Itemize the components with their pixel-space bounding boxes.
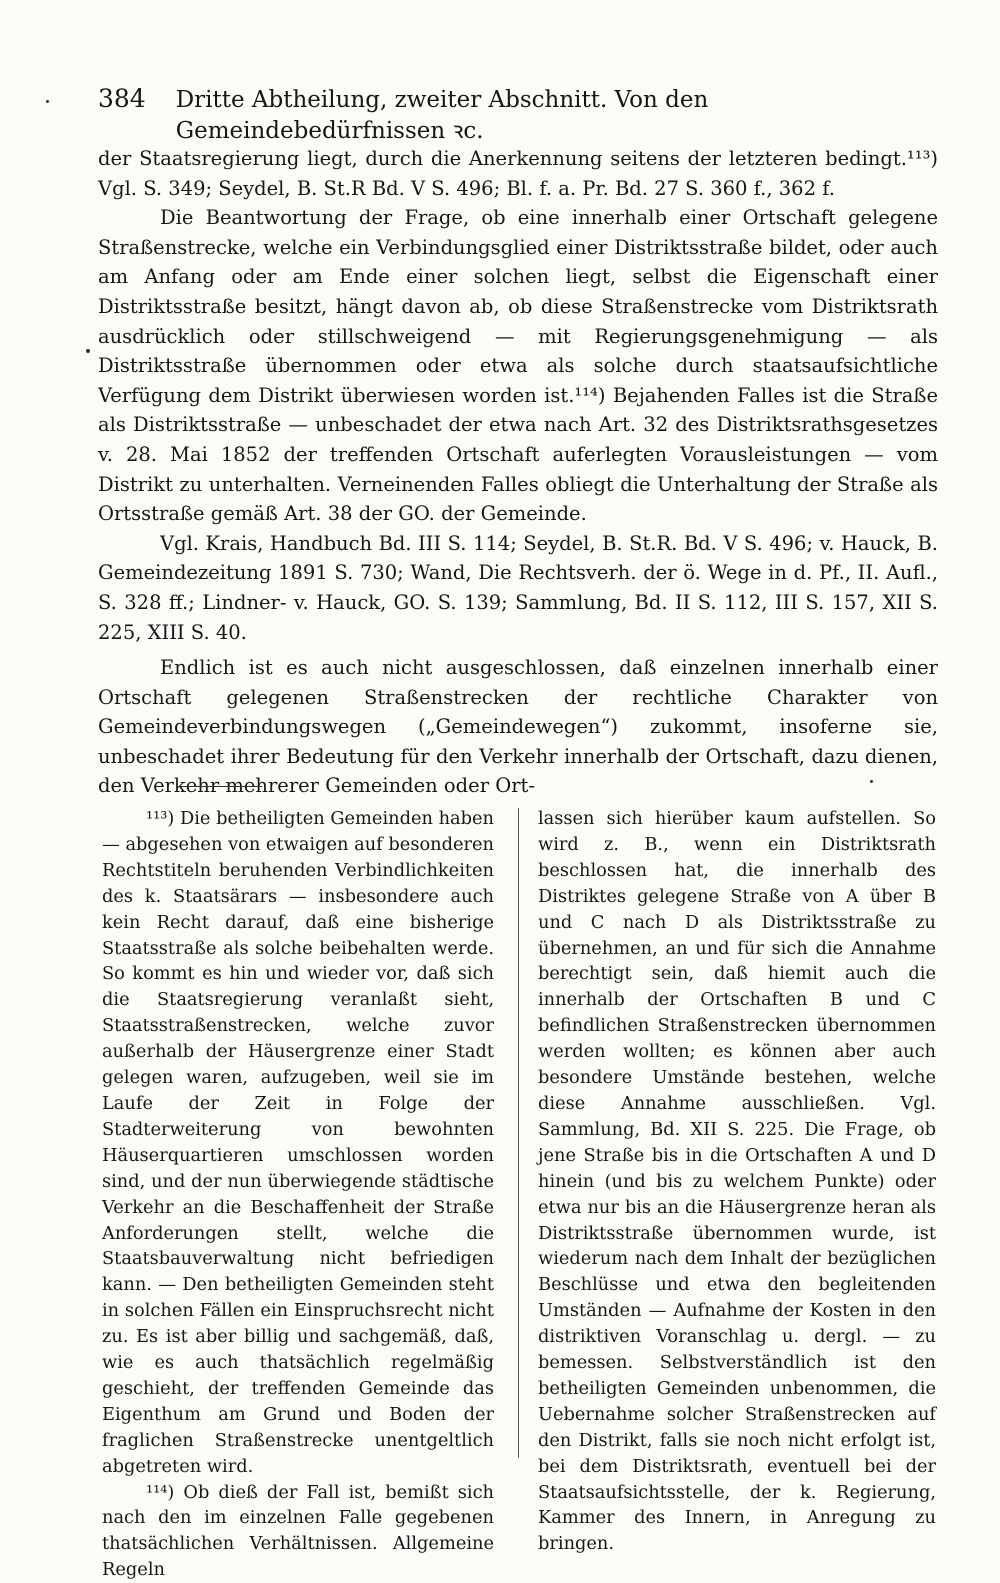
- page-header: [98, 84, 858, 145]
- paragraph: Die Beantwortung der Frage, ob eine innerhalb einer Ortschaft gelegene Straßenstrecke, welche ein Verbindungsglied einer Distriktsstraße bildet, oder auch am Anfang oder am Ende einer solchen liegt, selbst die Eigenschaft einer Distriktsstraße besitzt, hängt davon ab, ob diese Straßenstrecke vom Distriktsrath ausdrücklich oder stillschweigend — mit Regierungsgenehmigung — als Distriktsstraße übernommen oder etwa als solche durch staatsaufsichtliche Verfügung dem Distrikt überwiesen worden ist.¹¹⁴) Bejahenden Falles ist die Straße als Distriktsstraße — unbeschadet der etwa nach Art. 32 des Distriktsrathsgesetzes v. 28. Mai 1852 der treffenden Ortschaft auferlegten Vorausleistungen — vom Distrikt zu unterhalten. Verneinenden Falles obliegt die Unterhaltung der Straße als Ortsstraße gemäß Art. 38 der GO. der Gemeinde.: [98, 206, 938, 526]
- scan-speck: [870, 780, 873, 783]
- column-divider: [518, 808, 519, 1458]
- footnote-113: ¹¹³) Die betheiligten Gemeinden haben — abgesehen von etwaigen auf besonderen Rechtstiteln beruhenden Verbindlichkeiten des k. Staatsärars — insbesondere auch kein Recht darauf, daß eine bisherige Staatsstraße als solche beibehalten werde. So kommt es hin und wieder vor, daß sich die Staatsregierung veranlaßt sieht, Staatsstraßenstrecken, welche zuvor außerhalb der Häusergrenze einer Stadt gelegen waren, aufzugeben, weil sie im Laufe der Zeit in Folge der Stadterweiterung von bewohnten Häuserquartieren umschlossen worden sind, und der nun überwiegende städtische Verkehr an die Beschaffenheit der Straße Anforderungen stellt, welche die Staatsbauverwaltung nicht befriedigen kann. — Den betheiligten Gemeinden steht in solchen Fällen ein Einspruchsrecht nicht zu. Es ist aber billig und sachgemäß, daß, wie es auch thatsächlich regelmäßig geschieht, der treffenden Gemeinde das Eigenthum am Grund und Boden der fraglichen Straßenstrecke unentgeltlich abgetreten wird.: [102, 808, 495, 1477]
- scan-speck: [46, 100, 49, 103]
- footnote-114: ¹¹⁴) Ob dieß der Fall ist, bemißt sich nach den im einzelnen Falle gegebenen thatsächlichen Verhältnissen. Allgemeine Regeln: [102, 1481, 494, 1581]
- page-number: 384: [98, 84, 146, 113]
- main-text: [98, 144, 938, 801]
- footnote-separator: [180, 786, 262, 787]
- reference-paragraph: Vgl. Krais, Handbuch Bd. III S. 114; Seydel, B. St.R. Bd. V S. 496; v. Hauck, B. Gemeindezeitung 1891 S. 730; Wand, Die Rechtsverh. der ö. Wege in d. Pf., II. Aufl., S. 328 ff.; Lindner- v. Hauck, GO. S. 139; Sammlung, Bd. II S. 112, III S. 157, XII S. 225, XIII S. 40.: [98, 531, 938, 644]
- footnote-114-continuation: lassen sich hierüber kaum aufstellen. So wird z. B., wenn ein Distriktsrath beschlossen hat, die innerhalb des Distriktes gelegene Straße von A über B und C nach D als Distriktsstraße zu übernehmen, an und für sich die Annahme berechtigt sein, daß hiemit auch die innerhalb der Ortschaften B und C befindlichen Straßenstrecken übernommen werden wollten; es können aber auch besondere Umstände bestehen, welche diese Annahme ausschließen. Vgl. Sammlung, Bd. XII S. 225. Die Frage, ob jene Straße bis in die Ortschaften A und D hinein (und bis zu welchem Punkte) oder etwa nur bis an die Häusergrenze heran als Distriktsstraße übernommen wurde, ist wiederum nach dem Inhalt der bezüglichen Beschlüsse und etwa den begleitenden Umständen — Aufnahme der Kosten in den distriktiven Voranschlag u. dergl. — zu bemessen. Selbstverständlich ist den betheiligten Gemeinden unbenommen, die Uebernahme solcher Straßenstrecken auf den Distrikt, falls sie noch nicht erfolgt ist, bei dem Distriktsrath, eventuell bei der Staatsaufsichtsstelle, der k. Regierung, Kammer des Innern, in Anregung zu bringen.: [538, 808, 936, 1555]
- scan-speck: [86, 349, 90, 353]
- footnotes-left-column: [102, 806, 494, 1583]
- running-title: Dritte Abtheilung, zweiter Abschnitt. Von den Gemeindebedürfnissen ꝛc.: [175, 87, 709, 144]
- footnotes-right-column: [538, 806, 936, 1557]
- paragraph: Endlich ist es auch nicht ausgeschlossen, daß einzelnen innerhalb einer Ortschaft gelegenen Straßenstrecken der rechtliche Charakter von Gemeindeverbindungswegen („Gemeindewegen“) zukommt, insoferne sie, unbeschadet ihrer Bedeutung für den Verkehr innerhalb der Ortschaft, dazu dienen, den Verkehr mehrerer Gemeinden oder Ort-: [98, 656, 938, 798]
- paragraph-continuation: der Staatsregierung liegt, durch die Anerkennung seitens der letzteren bedingt.¹¹³) Vgl. S. 349; Seydel, B. St.R Bd. V S. 496; Bl. f. a. Pr. Bd. 27 S. 360 f., 362 f.: [98, 147, 938, 200]
